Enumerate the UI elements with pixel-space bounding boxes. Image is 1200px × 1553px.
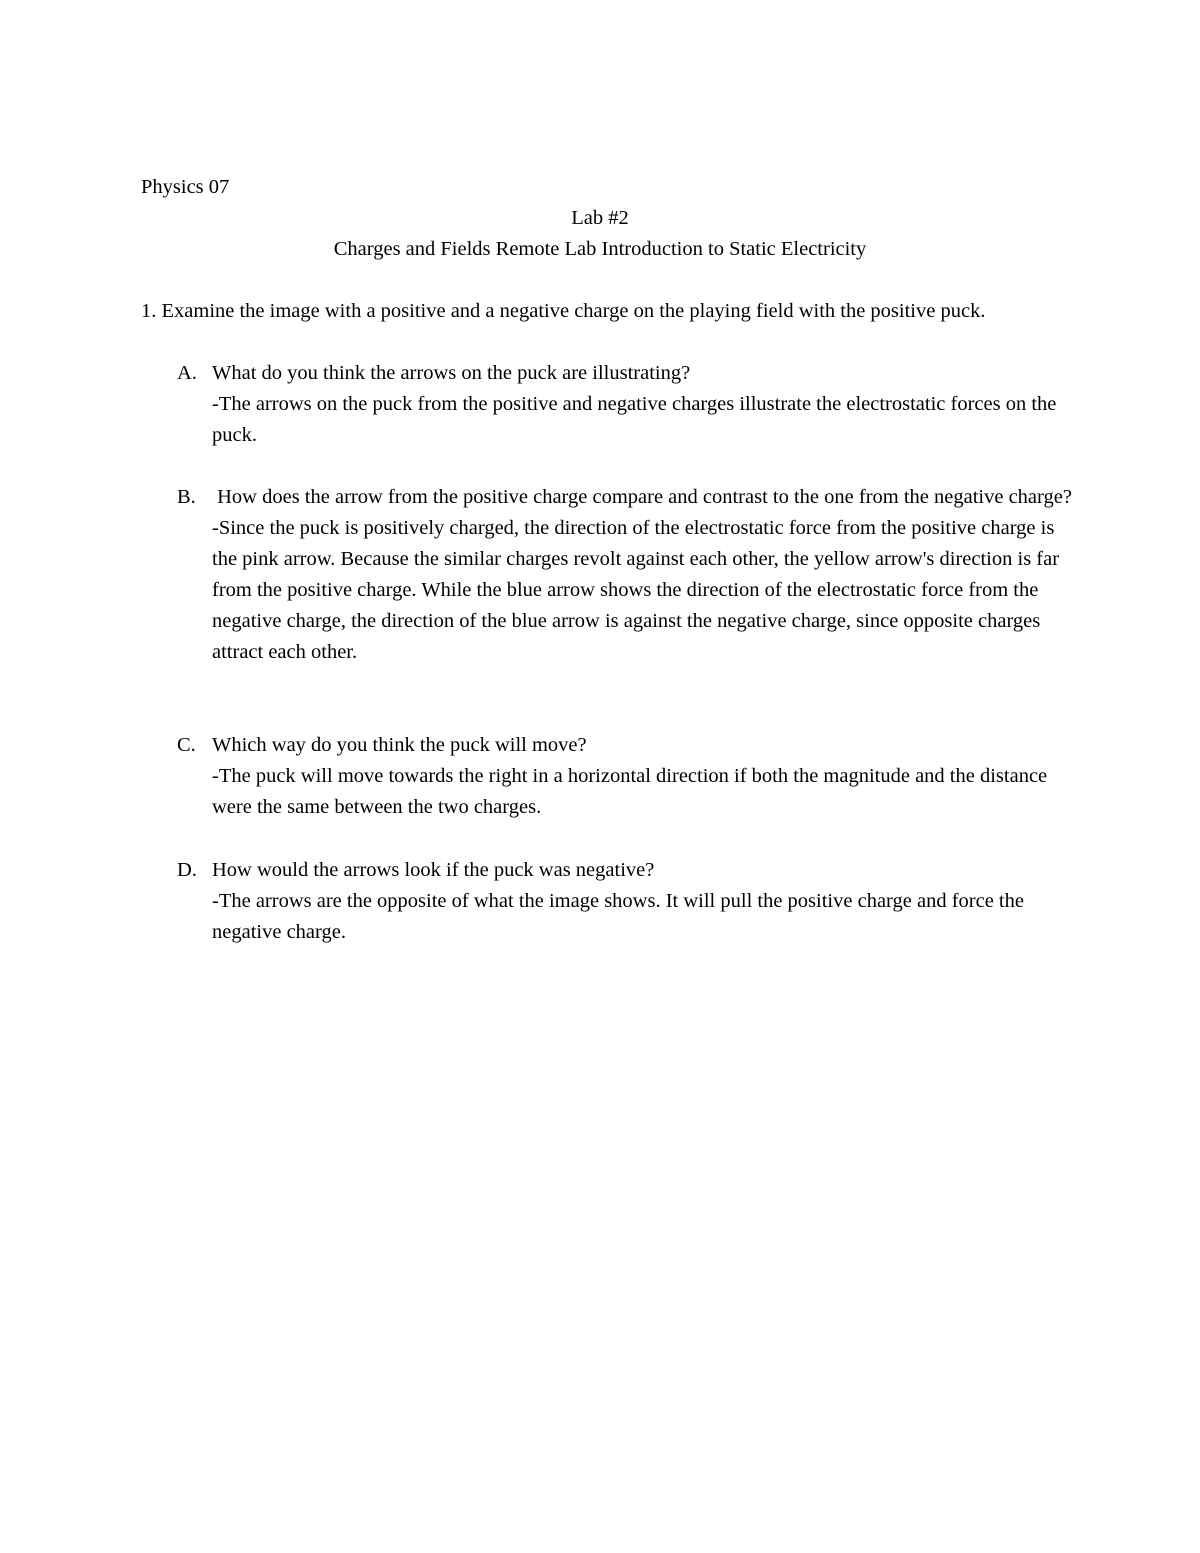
course-name: Physics 07: [141, 176, 230, 198]
part-question: How would the arrows look if the puck was negative?: [212, 859, 655, 881]
part-marker: B.: [177, 486, 196, 508]
part-answer: -The arrows on the puck from the positive and negative charges illustrate the electrostatic forces on the puck.: [212, 393, 1057, 446]
lab-title: Charges and Fields Remote Lab Introduction to Static Electricity: [333, 238, 867, 260]
part-marker: D.: [177, 859, 197, 881]
question-part-b: [177, 482, 1077, 668]
part-question: Which way do you think the puck will move?: [212, 734, 587, 756]
part-marker: C.: [177, 734, 196, 756]
part-answer: -Since the puck is positively charged, the direction of the electrostatic force from the positive charge is the pink arrow. Because the similar charges revolt against each other, the yellow arrow's direction is far from the positive charge. While the blue arrow shows the direction of the electrostatic force from the negative charge, the direction of the blue arrow is against the negative charge, since opposite charges attract each other.: [212, 517, 1060, 663]
part-question: How does the arrow from the positive charge compare and contrast to the one from the negative charge?: [212, 486, 1072, 508]
part-question: What do you think the arrows on the puck are illustrating?: [212, 362, 691, 384]
question-part-a: [177, 358, 1077, 451]
part-answer: -The puck will move towards the right in a horizontal direction if both the magnitude and the distance were the same between the two charges.: [212, 765, 1048, 818]
lab-number: Lab #2: [571, 207, 629, 229]
question-1-prompt: 1. Examine the image with a positive and a negative charge on the playing field with the positive puck.: [141, 300, 986, 322]
question-part-c: [177, 730, 1077, 823]
question-part-d: [177, 855, 1077, 948]
part-answer: -The arrows are the opposite of what the image shows. It will pull the positive charge and force the negative charge.: [212, 890, 1024, 943]
part-marker: A.: [177, 362, 197, 384]
